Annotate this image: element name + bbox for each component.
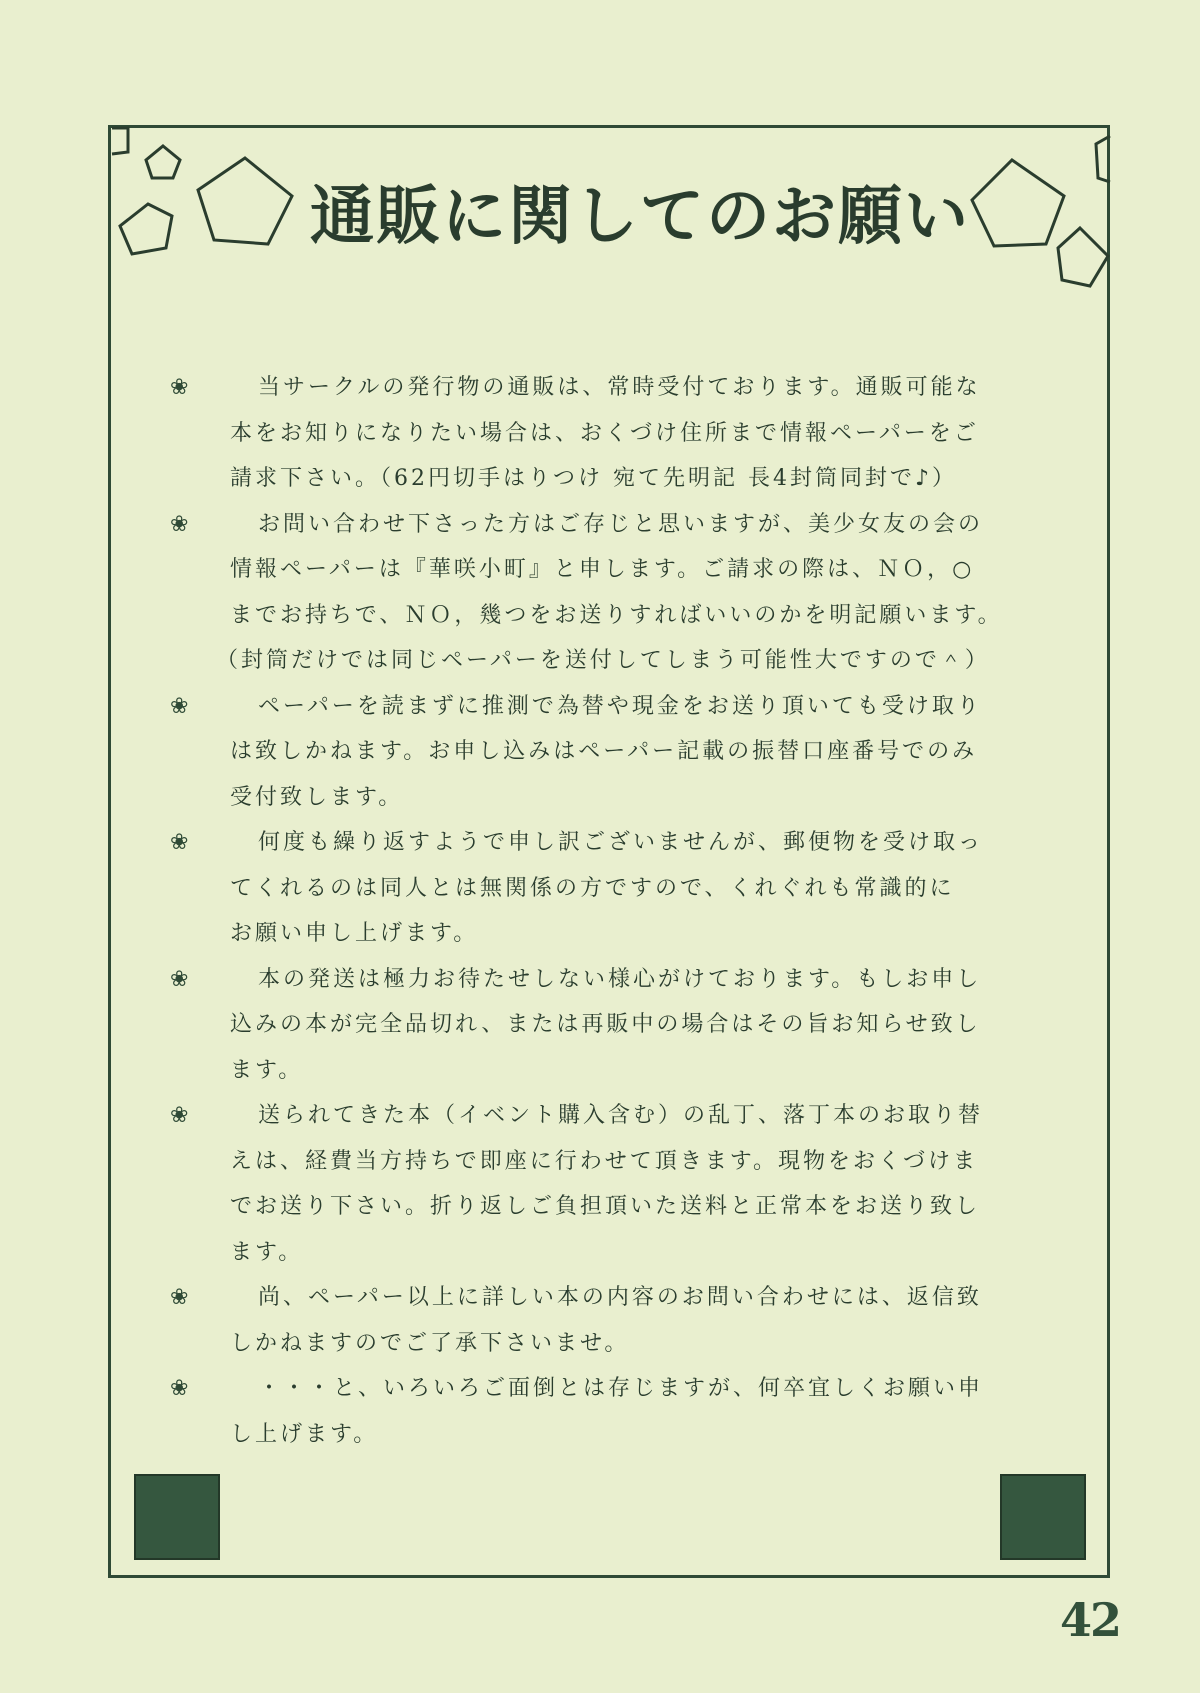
flower-bullet-icon: ❀ xyxy=(170,693,189,719)
notice-paragraph xyxy=(170,502,1050,684)
page-title: 通販に関してのお願い xyxy=(310,180,970,254)
paragraph-line xyxy=(230,775,1050,821)
paragraph-line xyxy=(230,1184,1050,1230)
line-text: でお送り下さい。折り返しご負担頂いた送料と正常本をお送り致し xyxy=(230,1194,981,1219)
line-text: ます。 xyxy=(230,1057,304,1083)
paragraph-text xyxy=(230,1366,1050,1457)
line-text: し上げます。 xyxy=(230,1421,379,1447)
notice-paragraph xyxy=(170,820,1050,957)
paragraph-line xyxy=(230,502,1050,548)
paragraph-line xyxy=(230,1366,1050,1412)
paragraph-text xyxy=(230,365,1050,502)
paragraph-line xyxy=(230,911,1050,957)
corner-square-bottom-left xyxy=(134,1474,220,1560)
notice-paragraph xyxy=(170,1366,1050,1457)
line-text: ・・・と、いろいろご面倒とは存じますが、何卒宜しくお願い申 xyxy=(258,1376,984,1401)
line-text: 何度も繰り返すようで申し訳ございませんが、郵便物を受け取っ xyxy=(258,830,984,855)
paragraph-text xyxy=(230,1275,1050,1366)
paragraph-line xyxy=(230,1048,1050,1094)
line-text: （封筒だけでは同じペーパーを送付してしまう可能性大ですので＾） xyxy=(216,648,990,673)
notice-paragraph xyxy=(170,684,1050,821)
line-text: えは、経費当方持ちで即座に行わせて頂きます。現物をおくづけま xyxy=(230,1148,979,1174)
line-text: は致しかねます。お申し込みはペーパー記載の振替口座番号でのみ xyxy=(230,739,978,764)
line-text: 当サークルの発行物の通販は、常時受付ております。通販可能な xyxy=(258,375,981,400)
paragraph-line xyxy=(230,1139,1050,1185)
page-number: 42 xyxy=(1060,1593,1121,1647)
paragraph-line xyxy=(230,547,1050,593)
flower-bullet-icon: ❀ xyxy=(170,966,189,992)
line-text: 本の発送は極力お待たせしない様心がけております。もしお申し xyxy=(258,966,982,992)
paragraph-line xyxy=(230,684,1050,730)
paragraph-line xyxy=(230,729,1050,775)
notice-paragraph xyxy=(170,1093,1050,1275)
line-text: 送られてきた本（イベント購入含む）の乱丁、落丁本のお取り替 xyxy=(258,1103,984,1128)
flower-bullet-icon: ❀ xyxy=(170,1103,189,1128)
flower-bullet-icon: ❀ xyxy=(170,830,189,855)
paragraph-line xyxy=(230,820,1050,866)
paragraph-text xyxy=(230,684,1050,821)
notice-body xyxy=(170,365,1050,1457)
paragraph-text xyxy=(216,502,1050,684)
line-text: 尚、ペーパー以上に詳しい本の内容のお問い合わせには、返信致 xyxy=(258,1285,982,1310)
paragraph-line xyxy=(216,638,1050,684)
paragraph-line xyxy=(230,957,1050,1003)
paragraph-line xyxy=(230,1230,1050,1276)
flower-bullet-icon: ❀ xyxy=(170,1376,189,1401)
paragraph-line xyxy=(230,866,1050,912)
corner-square-bottom-right xyxy=(1000,1474,1086,1560)
line-text: しかねますのでご了承下さいませ。 xyxy=(230,1330,630,1356)
paragraph-line xyxy=(230,1002,1050,1048)
paragraph-line xyxy=(230,1412,1050,1458)
line-text: ます。 xyxy=(230,1239,304,1265)
paragraph-line xyxy=(230,593,1050,639)
line-text: お問い合わせ下さった方はご存じと思いますが、美少女友の会の xyxy=(258,511,984,537)
paragraph-text xyxy=(230,957,1050,1094)
paragraph-line xyxy=(230,456,1050,502)
notice-paragraph xyxy=(170,365,1050,502)
notice-paragraph xyxy=(170,957,1050,1094)
line-text: てくれるのは同人とは無関係の方ですので、くれぐれも常識的に xyxy=(230,875,955,901)
paragraph-line xyxy=(230,411,1050,457)
paragraph-line xyxy=(230,1275,1050,1321)
line-text: 込みの本が完全品切れ、または再販中の場合はその旨お知らせ致し xyxy=(230,1012,981,1037)
paragraph-text xyxy=(230,820,1050,957)
line-text: 受付致します。 xyxy=(230,784,404,810)
line-text: までお持ちで、ＮＯ，幾つをお送りすればいいのかを明記願います。 xyxy=(230,602,1003,628)
line-text: 情報ペーパーは『華咲小町』と申します。ご請求の際は、ＮＯ，○ xyxy=(230,557,975,582)
line-text: 請求下さい。（62円切手はりつけ 宛て先明記 長4封筒同封で♪） xyxy=(230,466,958,491)
flower-bullet-icon: ❀ xyxy=(170,1285,189,1310)
paragraph-text xyxy=(230,1093,1050,1275)
line-text: ペーパーを読まずに推測で為替や現金をお送り頂いても受け取り xyxy=(258,693,982,719)
flower-bullet-icon: ❀ xyxy=(170,511,189,537)
paragraph-line xyxy=(230,1321,1050,1367)
paragraph-line xyxy=(230,365,1050,411)
line-text: お願い申し上げます。 xyxy=(230,921,479,946)
notice-paragraph xyxy=(170,1275,1050,1366)
line-text: 本をお知りになりたい場合は、おくづけ住所まで情報ペーパーをご xyxy=(230,420,979,446)
flower-bullet-icon: ❀ xyxy=(170,375,189,400)
paragraph-line xyxy=(230,1093,1050,1139)
